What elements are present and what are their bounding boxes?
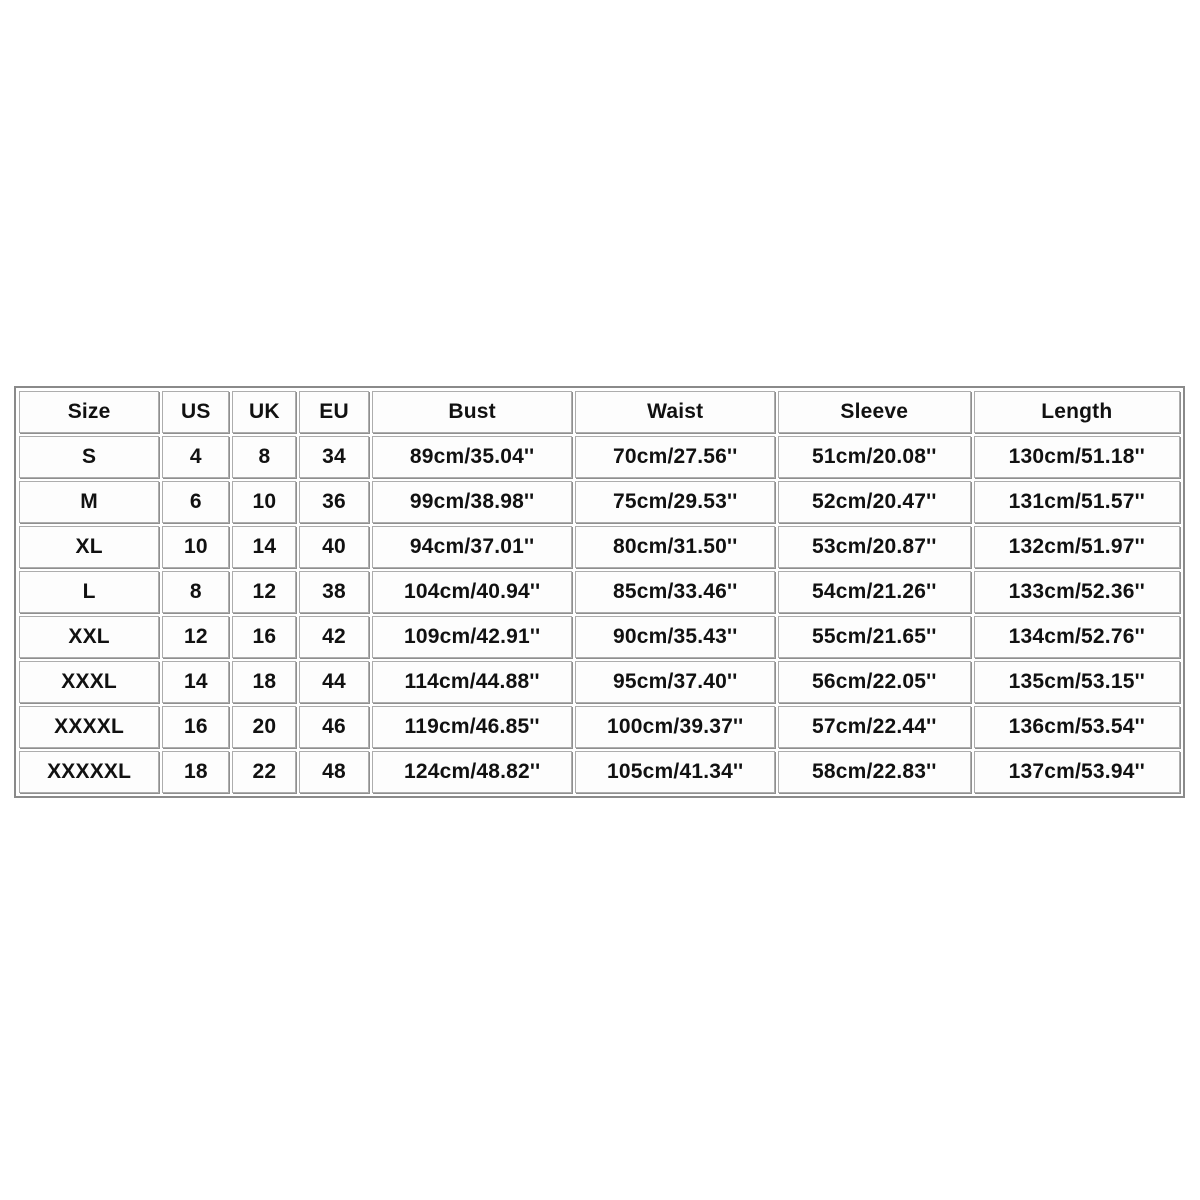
cell: 136cm/53.54'' [974, 706, 1180, 748]
cell: 4 [162, 436, 229, 478]
cell: 124cm/48.82'' [372, 751, 573, 793]
cell: 8 [232, 436, 296, 478]
cell: XXXXL [19, 706, 159, 748]
cell: 57cm/22.44'' [778, 706, 971, 748]
cell: 132cm/51.97'' [974, 526, 1180, 568]
cell: 10 [232, 481, 296, 523]
table-row [19, 706, 1180, 748]
cell: 94cm/37.01'' [372, 526, 573, 568]
cell: XL [19, 526, 159, 568]
cell: 18 [232, 661, 296, 703]
cell: 14 [232, 526, 296, 568]
cell: 18 [162, 751, 229, 793]
cell: 70cm/27.56'' [575, 436, 775, 478]
column-header-sleeve: Sleeve [778, 391, 971, 433]
cell: 42 [299, 616, 369, 658]
cell: 51cm/20.08'' [778, 436, 971, 478]
cell: 58cm/22.83'' [778, 751, 971, 793]
cell: 100cm/39.37'' [575, 706, 775, 748]
cell: M [19, 481, 159, 523]
cell: XXXL [19, 661, 159, 703]
table-row [19, 751, 1180, 793]
cell: 104cm/40.94'' [372, 571, 573, 613]
column-header-us: US [162, 391, 229, 433]
header-row [19, 391, 1180, 433]
cell: 135cm/53.15'' [974, 661, 1180, 703]
column-header-waist: Waist [575, 391, 775, 433]
cell: 130cm/51.18'' [974, 436, 1180, 478]
column-header-size: Size [19, 391, 159, 433]
column-header-bust: Bust [372, 391, 573, 433]
column-header-uk: UK [232, 391, 296, 433]
column-header-eu: EU [299, 391, 369, 433]
cell: 16 [162, 706, 229, 748]
cell: S [19, 436, 159, 478]
cell: 131cm/51.57'' [974, 481, 1180, 523]
cell: 20 [232, 706, 296, 748]
cell: 56cm/22.05'' [778, 661, 971, 703]
cell: 119cm/46.85'' [372, 706, 573, 748]
size-chart-table [14, 386, 1185, 798]
cell: 12 [162, 616, 229, 658]
cell: L [19, 571, 159, 613]
cell: 134cm/52.76'' [974, 616, 1180, 658]
cell: XXL [19, 616, 159, 658]
cell: 46 [299, 706, 369, 748]
cell: 22 [232, 751, 296, 793]
cell: 95cm/37.40'' [575, 661, 775, 703]
cell: 12 [232, 571, 296, 613]
cell: 38 [299, 571, 369, 613]
cell: 114cm/44.88'' [372, 661, 573, 703]
cell: 44 [299, 661, 369, 703]
cell: 6 [162, 481, 229, 523]
cell: 109cm/42.91'' [372, 616, 573, 658]
cell: 10 [162, 526, 229, 568]
cell: 34 [299, 436, 369, 478]
cell: 40 [299, 526, 369, 568]
column-header-length: Length [974, 391, 1180, 433]
cell: 55cm/21.65'' [778, 616, 971, 658]
cell: 8 [162, 571, 229, 613]
table-row [19, 526, 1180, 568]
table-row [19, 616, 1180, 658]
cell: 75cm/29.53'' [575, 481, 775, 523]
size-chart-container [14, 386, 1185, 798]
cell: 54cm/21.26'' [778, 571, 971, 613]
cell: 90cm/35.43'' [575, 616, 775, 658]
cell: 89cm/35.04'' [372, 436, 573, 478]
cell: 36 [299, 481, 369, 523]
table-row [19, 481, 1180, 523]
table-row [19, 571, 1180, 613]
cell: 52cm/20.47'' [778, 481, 971, 523]
cell: 105cm/41.34'' [575, 751, 775, 793]
cell: 85cm/33.46'' [575, 571, 775, 613]
cell: 16 [232, 616, 296, 658]
table-row [19, 436, 1180, 478]
cell: 80cm/31.50'' [575, 526, 775, 568]
table-row [19, 661, 1180, 703]
cell: XXXXXL [19, 751, 159, 793]
cell: 99cm/38.98'' [372, 481, 573, 523]
cell: 48 [299, 751, 369, 793]
cell: 53cm/20.87'' [778, 526, 971, 568]
cell: 133cm/52.36'' [974, 571, 1180, 613]
cell: 14 [162, 661, 229, 703]
cell: 137cm/53.94'' [974, 751, 1180, 793]
